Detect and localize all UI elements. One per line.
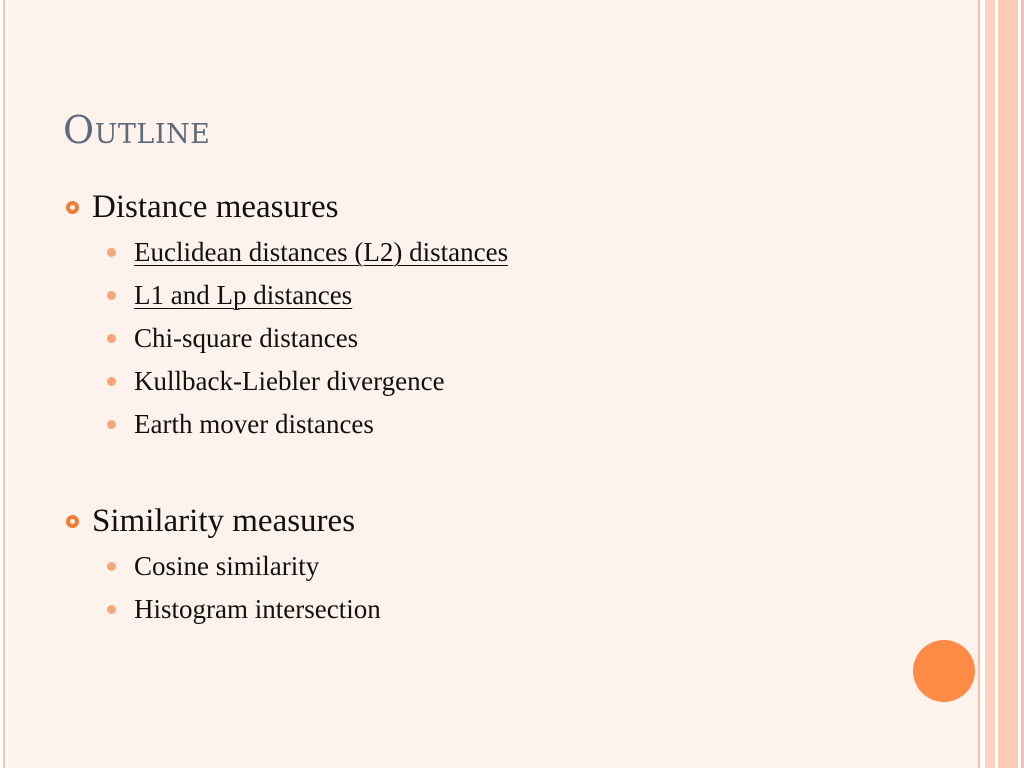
decorative-circle <box>913 640 975 702</box>
dot-bullet-icon <box>107 420 116 429</box>
left-border-stripe <box>0 0 8 768</box>
right-stripe-2 <box>985 0 995 768</box>
right-stripe-3 <box>998 0 1018 768</box>
list-item: Histogram intersection <box>134 594 381 624</box>
dot-bullet-icon <box>107 605 116 614</box>
ring-bullet-icon <box>66 201 79 214</box>
link-l1-lp-distances[interactable]: L1 and Lp distances <box>134 280 353 310</box>
dot-bullet-icon <box>107 334 116 343</box>
dot-bullet-icon <box>107 248 116 257</box>
dot-bullet-icon <box>107 562 116 571</box>
right-stripe-1 <box>978 0 980 768</box>
section-heading: Distance measures <box>92 189 339 225</box>
ring-bullet-icon <box>66 515 79 528</box>
dot-bullet-icon <box>107 377 116 386</box>
list-item: Kullback-Liebler divergence <box>134 366 445 396</box>
list-item: Chi-square distances <box>134 323 359 353</box>
left-border-line <box>3 0 5 768</box>
list-item: Cosine similarity <box>134 551 320 581</box>
dot-bullet-icon <box>107 291 116 300</box>
slide-title: Outline <box>63 108 211 152</box>
section-heading: Similarity measures <box>92 503 356 539</box>
list-item: Earth mover distances <box>134 409 374 439</box>
link-euclidean-distances[interactable]: Euclidean distances (L2) distances <box>134 237 509 267</box>
